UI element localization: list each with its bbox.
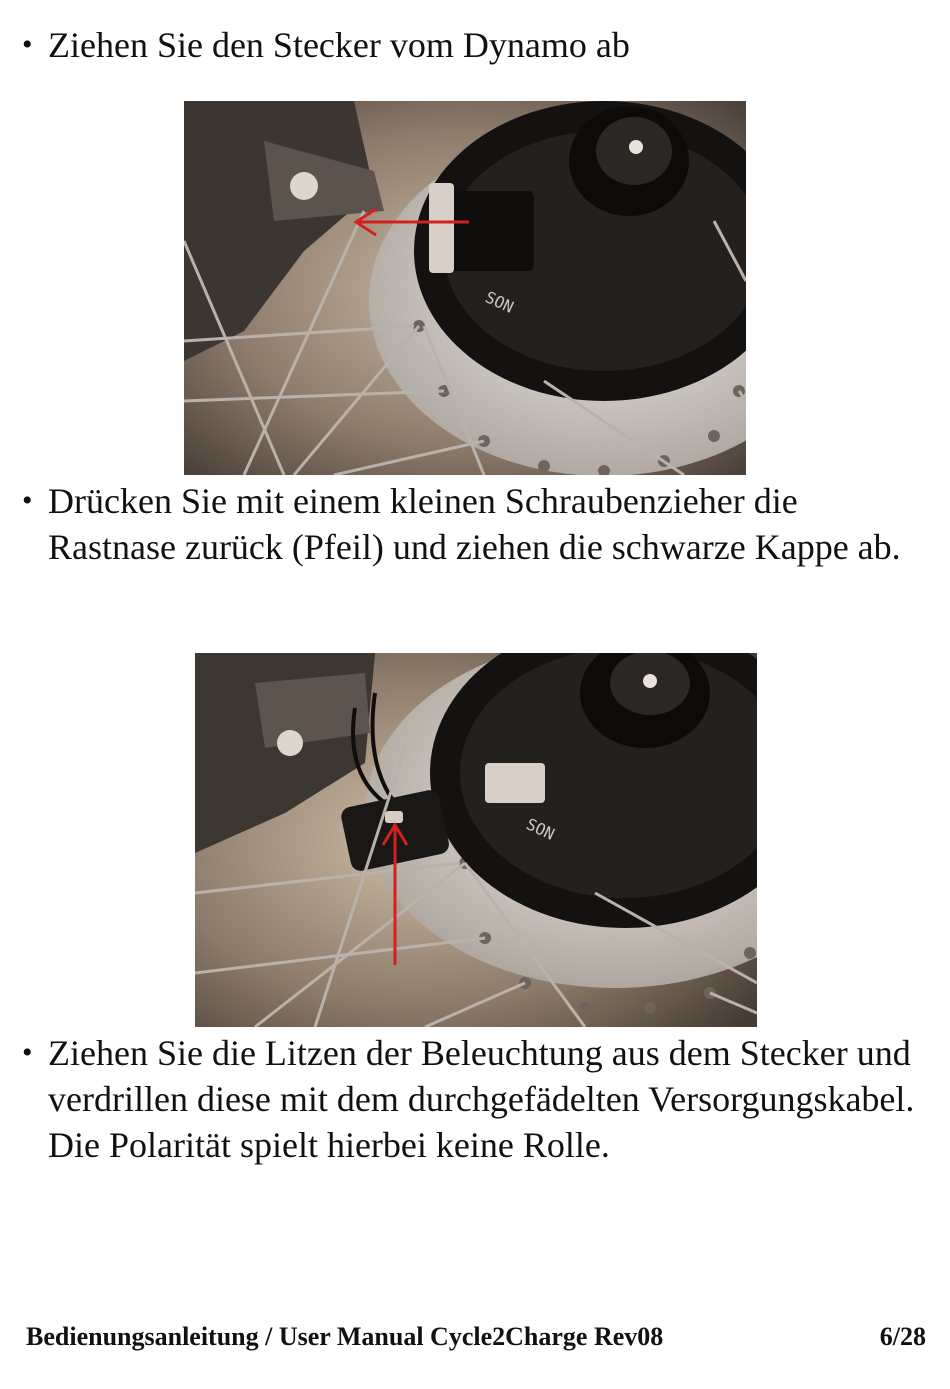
dynamo-hub-plug-photo: [184, 101, 746, 475]
dynamo-hub-cap-photo: [195, 653, 757, 1027]
bullet-icon: •: [22, 484, 33, 517]
manual-title: Bedienungsanleitung / User Manual Cycle2Charge Rev08: [26, 1322, 664, 1351]
page-footer: [26, 1322, 926, 1352]
hub-marking-text: SON: [482, 287, 517, 317]
page-number: 6/28: [879, 1322, 926, 1351]
instruction-step-3: [22, 1030, 922, 1168]
instruction-step-1: [22, 22, 922, 68]
instruction-step-2: [22, 478, 922, 570]
instruction-text: Ziehen Sie die Litzen der Beleuchtung aus dem Stecker und verdrillen diese mit dem durchgefädelten Versorgungskabel. Die Polarität spielt hierbei keine Rolle.: [48, 1033, 915, 1165]
hub-marking-text: SON: [523, 814, 558, 844]
bullet-icon: •: [22, 28, 33, 61]
instruction-text: Drücken Sie mit einem kleinen Schraubenzieher die Rastnase zurück (Pfeil) und ziehen die schwarze Kappe ab.: [48, 481, 901, 567]
instruction-text: Ziehen Sie den Stecker vom Dynamo ab: [48, 25, 630, 65]
bullet-icon: •: [22, 1036, 33, 1069]
